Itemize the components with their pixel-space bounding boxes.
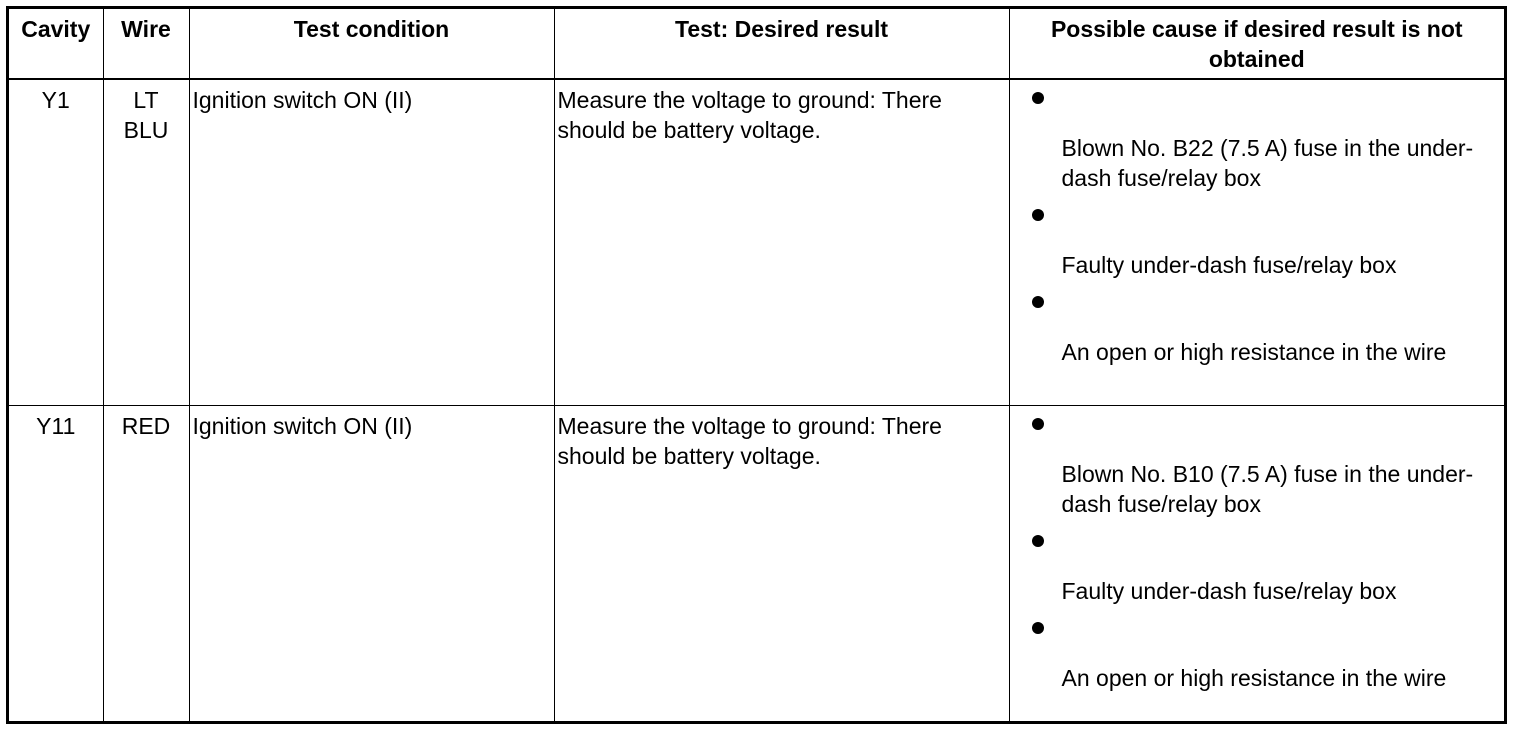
header-row bbox=[9, 9, 1504, 79]
cavity-cell: Y1 bbox=[9, 79, 103, 405]
cause-item bbox=[1010, 296, 1505, 367]
possible-cause-cell bbox=[1009, 79, 1504, 405]
cause-text: An open or high resistance in the wire bbox=[1061, 339, 1447, 365]
desired-result-cell: Measure the voltage to ground: There should be battery voltage. bbox=[554, 405, 1009, 724]
cause-item bbox=[1010, 622, 1505, 693]
cause-text: Blown No. B10 (7.5 A) fuse in the under-dash fuse/relay box bbox=[1061, 460, 1474, 517]
wire-cell bbox=[103, 79, 189, 405]
cause-list bbox=[1010, 92, 1505, 367]
bullet-icon bbox=[1032, 622, 1044, 634]
cause-item bbox=[1010, 209, 1505, 280]
header-wire: Wire bbox=[103, 9, 189, 79]
bullet-icon bbox=[1032, 209, 1044, 221]
bullet-icon bbox=[1032, 296, 1044, 308]
table-row bbox=[9, 79, 1504, 405]
test-table bbox=[9, 9, 1504, 724]
test-condition-cell: Ignition switch ON (II) bbox=[189, 79, 554, 405]
possible-cause-cell bbox=[1009, 405, 1504, 724]
cause-text: Blown No. B22 (7.5 A) fuse in the under-dash fuse/relay box bbox=[1061, 135, 1474, 191]
cause-text: Faulty under-dash fuse/relay box bbox=[1061, 577, 1397, 604]
cause-text: Faulty under-dash fuse/relay box bbox=[1061, 252, 1397, 278]
test-table-frame bbox=[6, 6, 1507, 724]
bullet-icon bbox=[1032, 92, 1044, 104]
table-row bbox=[9, 405, 1504, 724]
header-test-condition: Test condition bbox=[189, 9, 554, 79]
cause-item bbox=[1010, 535, 1505, 606]
cause-text: An open or high resistance in the wire bbox=[1061, 664, 1447, 691]
bullet-icon bbox=[1032, 418, 1044, 430]
cause-item bbox=[1010, 418, 1505, 519]
header-cavity: Cavity bbox=[9, 9, 103, 79]
cavity-cell: Y11 bbox=[9, 405, 103, 724]
header-desired-result: Test: Desired result bbox=[554, 9, 1009, 79]
wire-cell bbox=[103, 405, 189, 724]
test-condition-cell: Ignition switch ON (II) bbox=[189, 405, 554, 724]
wire-color: LT BLU bbox=[123, 87, 169, 143]
bullet-icon bbox=[1032, 535, 1044, 547]
header-possible-cause: Possible cause if desired result is not obtained bbox=[1009, 9, 1504, 79]
desired-result-cell: Measure the voltage to ground: There should be battery voltage. bbox=[554, 79, 1009, 405]
cause-item bbox=[1010, 92, 1505, 193]
cause-list bbox=[1010, 418, 1505, 693]
wire-color: RED bbox=[121, 412, 171, 439]
